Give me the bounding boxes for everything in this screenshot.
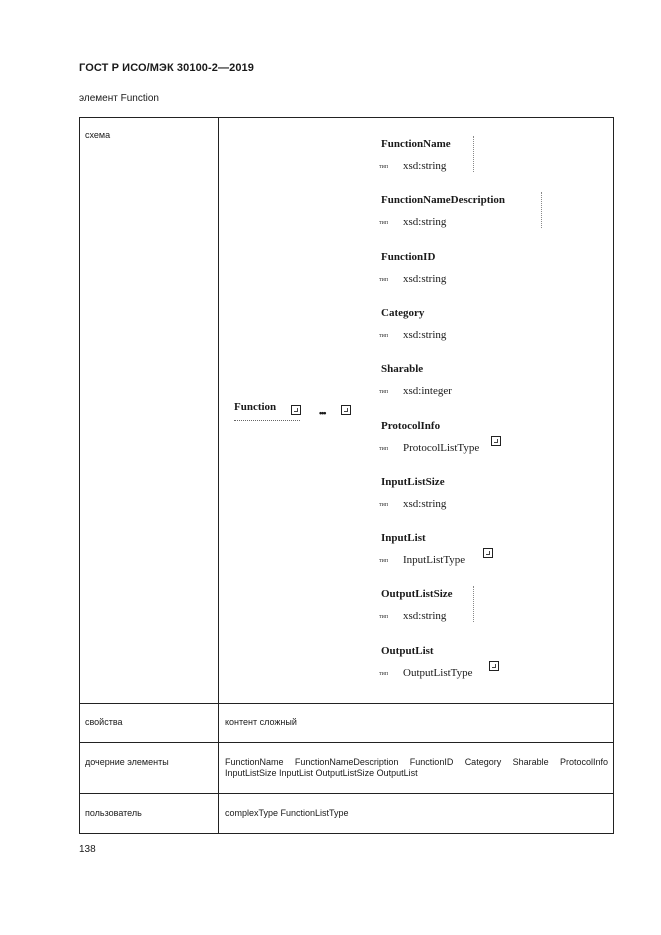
schema-root-element: Function bbox=[234, 401, 277, 413]
child-element-type: xsd:integer bbox=[403, 385, 452, 398]
type-prefix-label: тип bbox=[379, 220, 389, 227]
child-element-type: xsd:string bbox=[403, 160, 447, 172]
child-element-type: xsd:string bbox=[403, 497, 447, 510]
type-prefix-label: тип bbox=[379, 332, 389, 339]
used-by-label: пользователь bbox=[85, 808, 142, 818]
schema-child-element bbox=[379, 532, 569, 576]
page-number: 138 bbox=[79, 844, 96, 855]
element-description-table bbox=[79, 117, 614, 833]
child-element-name: FunctionID bbox=[381, 250, 436, 263]
child-element-type: OutputListType bbox=[403, 666, 473, 679]
column-divider bbox=[79, 743, 80, 794]
table-row-properties bbox=[79, 703, 614, 743]
child-element-name: InputListSize bbox=[381, 475, 445, 488]
complex-type-box-icon bbox=[491, 436, 501, 446]
column-divider bbox=[218, 794, 219, 833]
child-element-type: xsd:string bbox=[403, 272, 447, 285]
type-prefix-label: тип bbox=[379, 445, 389, 452]
schema-child-element bbox=[379, 363, 569, 407]
schema-label: схема bbox=[85, 130, 111, 140]
child-element-name: FunctionName bbox=[381, 138, 451, 150]
table-row-children bbox=[79, 742, 614, 794]
child-element-type: xsd:string bbox=[403, 216, 447, 229]
column-divider bbox=[613, 118, 614, 704]
column-divider bbox=[79, 118, 80, 704]
schema-child-element bbox=[379, 420, 569, 464]
child-element-type: ProtocolListType bbox=[403, 441, 480, 454]
child-element-name: InputList bbox=[381, 532, 426, 545]
schema-child-element bbox=[379, 645, 569, 689]
element-caption: элемент Function bbox=[79, 93, 159, 104]
column-divider bbox=[613, 743, 614, 794]
type-prefix-label: тип bbox=[379, 670, 389, 677]
sequence-icon: ••• bbox=[319, 408, 326, 418]
complex-type-box-icon bbox=[489, 661, 499, 671]
child-element-name: Category bbox=[381, 306, 425, 319]
schema-child-element bbox=[379, 251, 569, 295]
schema-child-element bbox=[379, 194, 569, 238]
type-prefix-label: тип bbox=[379, 614, 389, 621]
type-prefix-label: тип bbox=[379, 501, 389, 508]
expand-box-icon bbox=[291, 405, 301, 415]
child-element-name: ProtocolInfo bbox=[381, 419, 441, 432]
column-divider bbox=[79, 794, 80, 833]
schema-child-element bbox=[379, 138, 569, 182]
table-row-used-by bbox=[79, 793, 614, 834]
column-divider bbox=[218, 118, 219, 704]
child-element-name: OutputListSize bbox=[381, 588, 453, 601]
children-label: дочерние элементы bbox=[85, 757, 169, 767]
type-prefix-label: тип bbox=[379, 276, 389, 283]
schema-child-element bbox=[379, 476, 569, 520]
properties-label: свойства bbox=[85, 717, 123, 727]
schema-child-element bbox=[379, 588, 569, 632]
document-header-title: ГОСТ Р ИСО/МЭК 30100-2—2019 bbox=[79, 62, 254, 74]
child-element-type: xsd:string bbox=[403, 610, 447, 623]
type-prefix-label: тип bbox=[379, 164, 389, 170]
column-divider bbox=[613, 704, 614, 743]
children-value: FunctionName FunctionNameDescription FunctionID Category Sharable ProtocolInfo InputListSize InputList OutputListSize OutputList bbox=[225, 757, 608, 778]
column-divider bbox=[613, 794, 614, 833]
optional-guide-line bbox=[473, 136, 474, 172]
type-prefix-label: тип bbox=[379, 389, 389, 396]
used-by-value: complexType FunctionListType bbox=[225, 808, 349, 818]
column-divider bbox=[218, 743, 219, 794]
optional-guide-line bbox=[473, 586, 474, 622]
child-element-name: Sharable bbox=[381, 363, 424, 376]
child-element-type: InputListType bbox=[403, 554, 466, 567]
sequence-box-icon bbox=[341, 405, 351, 415]
schema-child-element bbox=[379, 307, 569, 351]
root-underline bbox=[234, 420, 300, 421]
type-prefix-label: тип bbox=[379, 558, 389, 565]
column-divider bbox=[218, 704, 219, 743]
child-element-name: OutputList bbox=[381, 644, 434, 657]
complex-type-box-icon bbox=[483, 548, 493, 558]
child-element-name: FunctionNameDescription bbox=[381, 194, 506, 207]
properties-value: контент сложный bbox=[225, 717, 297, 727]
table-row-schema bbox=[79, 117, 614, 704]
optional-guide-line bbox=[541, 192, 542, 228]
column-divider bbox=[79, 704, 80, 743]
child-element-type: xsd:string bbox=[403, 328, 447, 341]
